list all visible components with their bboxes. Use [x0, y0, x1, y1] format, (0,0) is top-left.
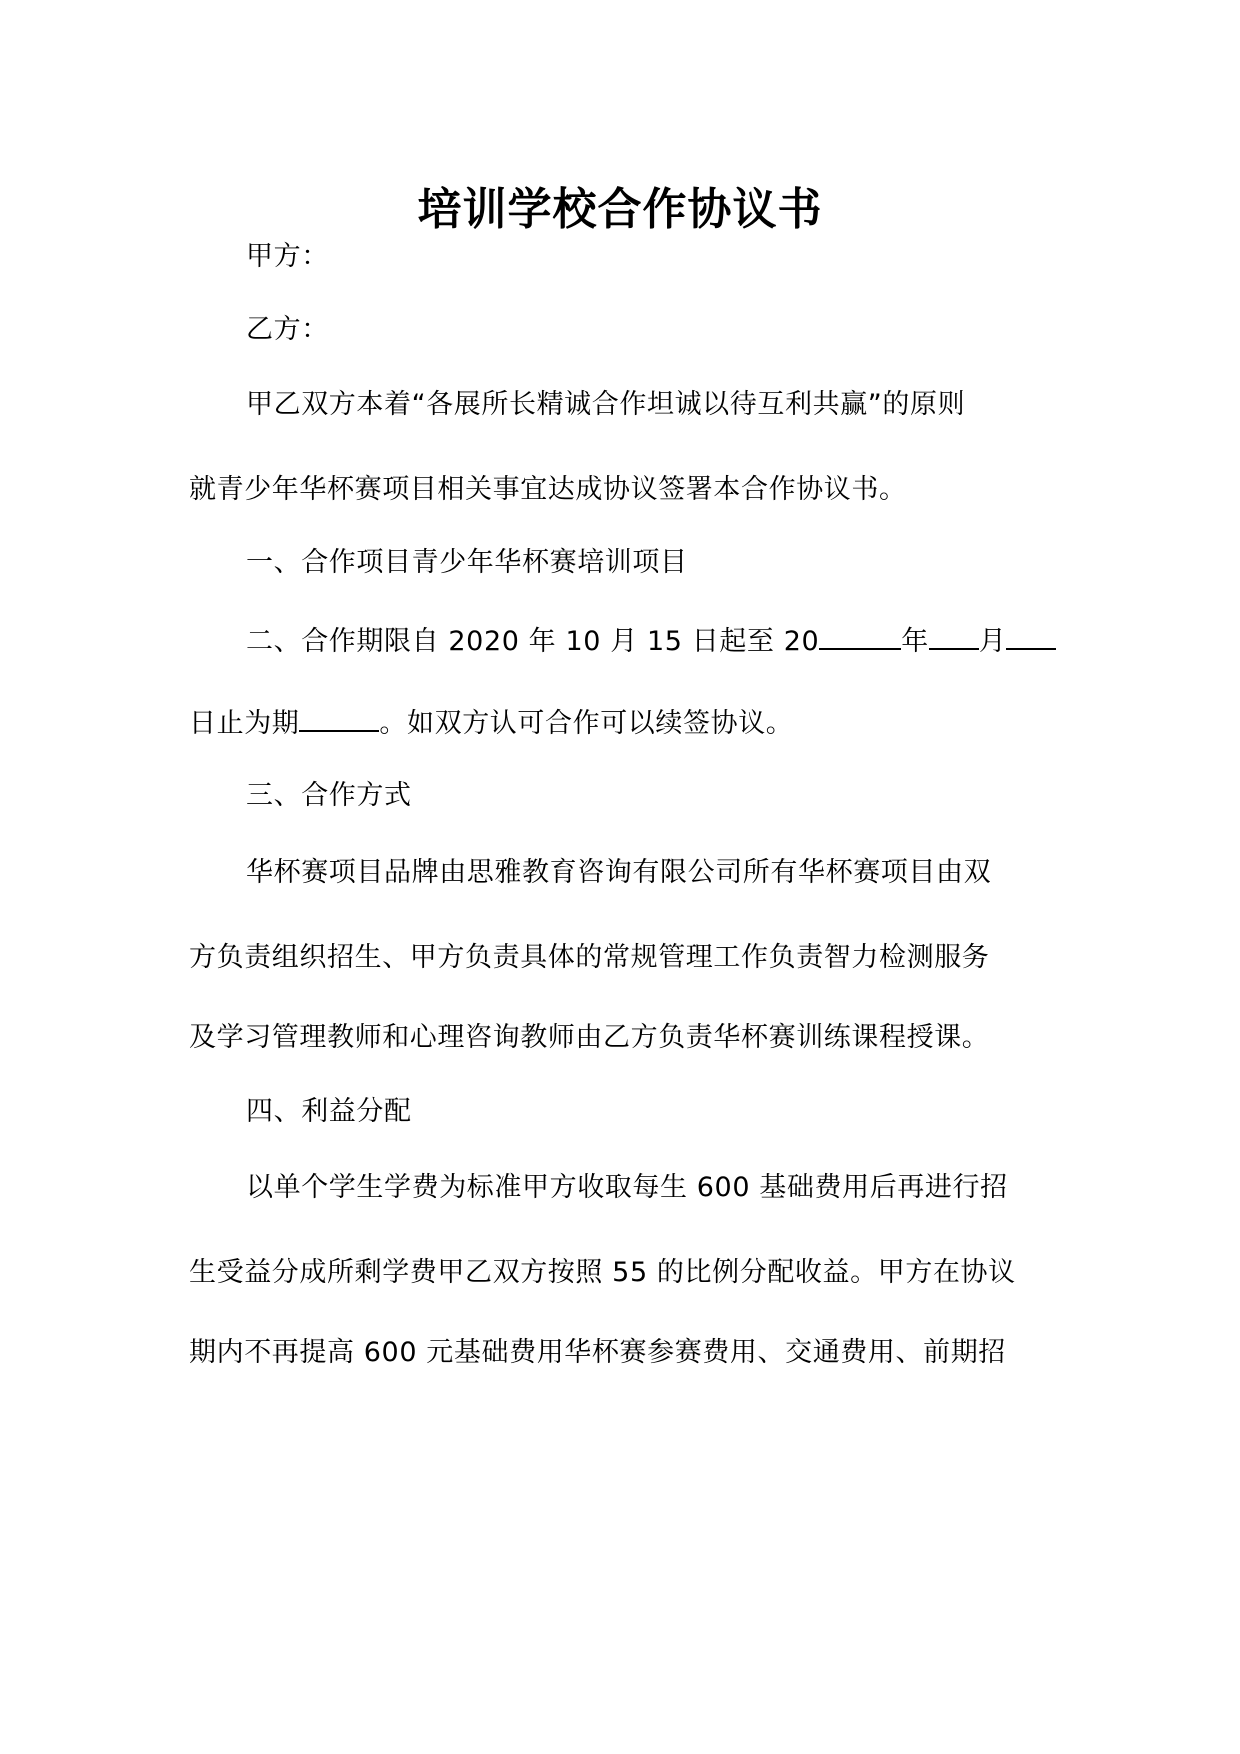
- period-blank: [299, 702, 379, 732]
- document-title: 培训学校合作协议书: [417, 184, 823, 235]
- month-blank: [929, 620, 979, 650]
- section-2-line-1: [246, 620, 1059, 662]
- month-label: 月: [978, 626, 1007, 657]
- renewal-text: 。如双方认可合作可以续签协议。: [379, 708, 794, 739]
- year-label: 年: [901, 626, 929, 657]
- section-4-para-line-3: 期内不再提高 600 元基础费用华杯赛参赛费用、交通费用、前期招: [189, 1337, 1006, 1368]
- section-4-para-line-2: 生受益分成所剩学费甲乙双方按照 55 的比例分配收益。甲方在协议: [189, 1257, 1016, 1288]
- end-label: 日止为期: [189, 708, 300, 739]
- intro-line-2: 就青少年华杯赛项目相关事宜达成协议签署本合作协议书。: [189, 474, 907, 505]
- section-3-para-line-3: 及学习管理教师和心理咨询教师由乙方负责华杯赛训练课程授课。: [189, 1022, 990, 1053]
- section-3-para-line-1: 华杯赛项目品牌由思雅教育咨询有限公司所有华杯赛项目由双: [246, 857, 992, 888]
- section-2-line-2: [189, 702, 1059, 744]
- year-blank: [819, 620, 901, 650]
- day-blank: [1006, 620, 1056, 650]
- party-b-label: 乙方：: [246, 314, 329, 345]
- section-2-line-1-text: 二、合作期限自 2020 年 10 月 15 日起至 20: [246, 626, 820, 657]
- intro-line-1: 甲乙双方本着“各展所长精诚合作坦诚以待互利共赢”的原则: [246, 389, 966, 420]
- section-4-para-line-1: 以单个学生学费为标准甲方收取每生 600 基础费用后再进行招: [246, 1172, 1008, 1203]
- section-3-para-line-2: 方负责组织招生、甲方负责具体的常规管理工作负责智力检测服务: [189, 942, 990, 973]
- party-a-label: 甲方：: [246, 241, 329, 272]
- section-1-heading: 一、合作项目青少年华杯赛培训项目: [246, 547, 688, 578]
- section-4-heading: 四、利益分配: [246, 1096, 412, 1127]
- section-3-heading: 三、合作方式: [246, 780, 412, 811]
